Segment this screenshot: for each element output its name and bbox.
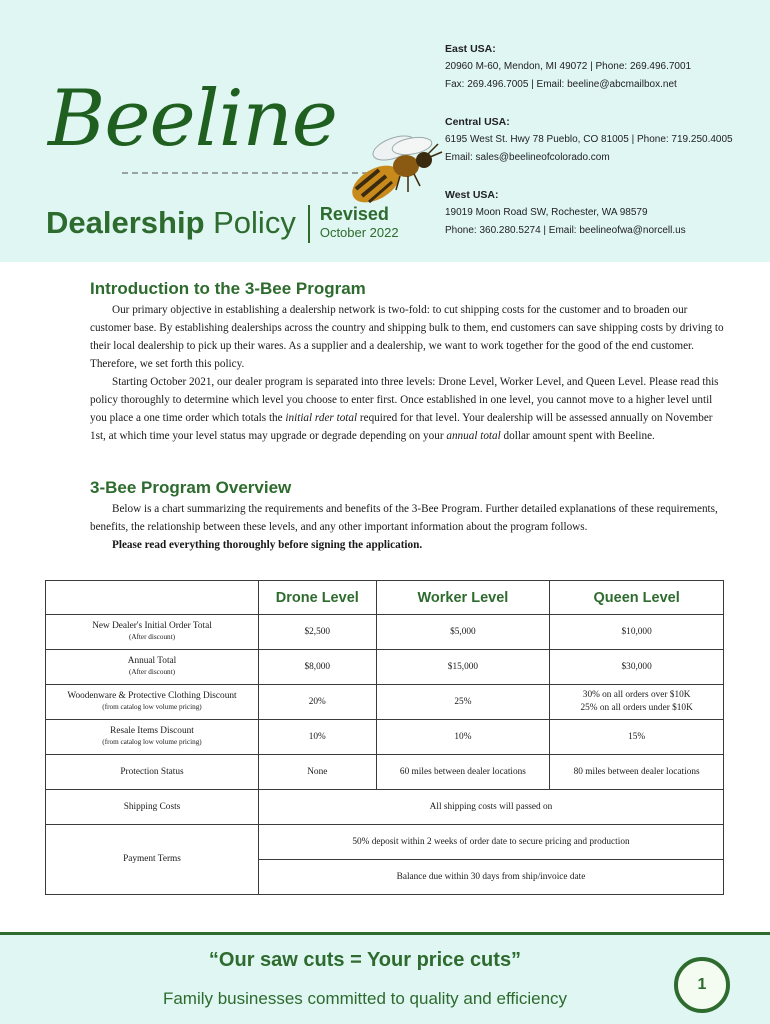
- overview-section: [90, 477, 730, 554]
- intro-paragraph-2: [90, 373, 730, 445]
- region-heading: East USA:: [445, 43, 496, 55]
- row-label: [46, 650, 259, 685]
- table-cell: [550, 685, 724, 720]
- table-cell: Balance due within 30 days from ship/invoice date: [259, 860, 724, 895]
- column-header: Queen Level: [550, 581, 724, 615]
- contact-east: [445, 40, 765, 94]
- slogan: “Our saw cuts = Your price cuts”: [208, 949, 522, 971]
- policy-heading-rest: Policy: [204, 205, 296, 240]
- row-label-sub: (from catalog low volume pricing): [102, 738, 202, 746]
- table-row: [46, 720, 724, 755]
- row-label: Payment Terms: [46, 825, 259, 895]
- text-run-italic: initial rder total: [285, 412, 358, 424]
- table-cell: None: [259, 755, 377, 790]
- text-run-italic: annual total: [446, 430, 501, 442]
- policy-heading: [46, 203, 296, 243]
- logo-text: Beeline: [48, 74, 337, 164]
- row-label-text: Protection Status: [120, 766, 184, 777]
- cell-line: 30% on all orders over $10K: [582, 690, 691, 700]
- table-cell: $30,000: [550, 650, 724, 685]
- region-heading: West USA:: [445, 189, 499, 201]
- row-label: [46, 755, 259, 790]
- text-run: Starting October 2021, our dealer program is separated into three levels: Drone Level, Worker Level, and Queen Level. Please read this policy thoroughly to determine which level you choose to enter first. Once established in one level, you cannot move to a higher level until you place a one time order which totals the: [90, 376, 719, 424]
- revised-date: October 2022: [319, 225, 399, 240]
- overview-heading: 3-Bee Program Overview: [90, 478, 292, 497]
- policy-title: [46, 203, 399, 243]
- table-cell: $15,000: [376, 650, 550, 685]
- table-cell: $2,500: [259, 615, 377, 650]
- table-cell: $5,000: [376, 615, 550, 650]
- table-row: [46, 685, 724, 720]
- overview-notice: Please read everything thoroughly before signing the application.: [112, 539, 423, 551]
- row-label-text: Resale Items Discount: [110, 726, 194, 736]
- contact-west: [445, 186, 765, 240]
- row-label-sub: (After discount): [128, 633, 176, 641]
- table-header-row: [46, 581, 724, 615]
- table-row: [46, 650, 724, 685]
- table-cell: $10,000: [550, 615, 724, 650]
- revision-info: [320, 203, 399, 241]
- intro-paragraph-1: Our primary objective in establishing a dealership network is two-fold: to cut shipping costs for the customer and to broaden our customer base. By establishing dealerships across the country and shipping bulk to them, end customers can save shipping costs by driving to their local dealership to pick up their wares. As a supplier and a dealership, we want to work together for the good of the end customer. Therefore, we set forth this policy.: [90, 304, 724, 370]
- program-table: [45, 580, 724, 895]
- table-row: [46, 615, 724, 650]
- row-label-text: New Dealer's Initial Order Total: [92, 621, 212, 631]
- beeline-logo: [44, 74, 374, 180]
- text-run: required for that level. Your dealership will be assessed annually on November 1st, at which time your level status may upgrade or degrade depending on your: [90, 412, 713, 442]
- page-number-badge: 1: [674, 957, 730, 1013]
- table-cell: 15%: [550, 720, 724, 755]
- title-divider: [308, 205, 310, 243]
- contact-central: [445, 113, 765, 167]
- table-cell: 80 miles between dealer locations: [550, 755, 724, 790]
- row-label-sub: (After discount): [128, 668, 176, 676]
- table-cell: 60 miles between dealer locations: [376, 755, 550, 790]
- row-label-text: Annual Total: [127, 656, 177, 666]
- overview-paragraph: Below is a chart summarizing the requirements and benefits of the 3-Bee Program. Further detailed explanations of these requirements, benefits, the relationship between these levels, and any other important information about the program follows.: [90, 503, 718, 533]
- table-corner: [46, 581, 259, 615]
- table-cell: 25%: [376, 685, 550, 720]
- footer-band: [0, 932, 770, 1024]
- cell-line: 25% on all orders under $10K: [580, 703, 693, 713]
- table-cell: All shipping costs will passed on: [259, 790, 724, 825]
- row-label: Shipping Costs: [46, 790, 259, 825]
- table-cell: 10%: [376, 720, 550, 755]
- contact-line: 6195 West St. Hwy 78 Pueblo, CO 81005 | Phone: 719.250.4005: [445, 134, 733, 145]
- tagline: Family businesses committed to quality and efficiency: [162, 989, 568, 1008]
- row-label: [46, 615, 259, 650]
- row-label-sub: (from catalog low volume pricing): [102, 703, 202, 711]
- table-cell: 10%: [259, 720, 377, 755]
- region-heading: Central USA:: [445, 116, 510, 128]
- letterhead: [0, 0, 770, 262]
- table-cell: $8,000: [259, 650, 377, 685]
- contact-line: Phone: 360.280.5274 | Email: beelineofwa@norcell.us: [445, 225, 686, 236]
- table-cell: 50% deposit within 2 weeks of order date to secure pricing and production: [259, 825, 724, 860]
- logo-dashed-rule: [122, 172, 378, 174]
- row-label: [46, 720, 259, 755]
- text-run: dollar amount spent with Beeline.: [500, 430, 655, 442]
- row-label: [46, 685, 259, 720]
- contact-line: Fax: 269.496.7005 | Email: beeline@abcmailbox.net: [445, 79, 677, 90]
- revised-label: Revised: [319, 204, 389, 224]
- contact-line: 19019 Moon Road SW, Rochester, WA 98579: [445, 207, 648, 218]
- table-row: [46, 755, 724, 790]
- table-cell: 20%: [259, 685, 377, 720]
- intro-section: [90, 278, 730, 445]
- contact-line: 20960 M-60, Mendon, MI 49072 | Phone: 269.496.7001: [445, 61, 692, 72]
- table-row: [46, 825, 724, 860]
- intro-heading: Introduction to the 3-Bee Program: [90, 279, 366, 298]
- policy-heading-bold: Dealership: [46, 205, 205, 240]
- column-header: Worker Level: [376, 581, 550, 615]
- table-row: [46, 790, 724, 825]
- row-label-text: Woodenware & Protective Clothing Discount: [67, 691, 237, 701]
- contact-line: Email: sales@beelineofcolorado.com: [445, 152, 610, 163]
- column-header: Drone Level: [259, 581, 377, 615]
